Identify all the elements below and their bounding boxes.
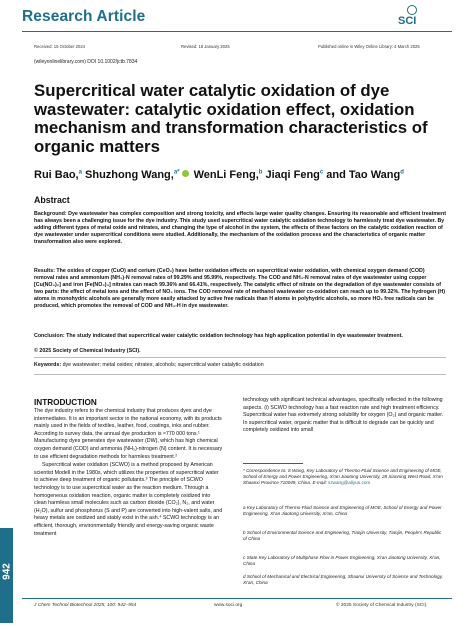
article-title: Supercritical water catalytic oxidation of dye wastewater: catalytic oxidation effect, oxidation mechanism and transformation characteristics of organic matters [34,81,428,156]
label: Conclusion: [34,333,65,339]
intro-right-column [243,397,446,435]
paragraph: The dye industry refers to the chemical industry that produces dyes and dye intermediates. It is an important sector in the national economy, with its products mainly used in the fields of textiles, leather, food, coatings, inks and rubber. According to survey data, the annual dye production is ≈770 000 tons.¹ Manufacturing dyes generates dye wastewater (DW), which has high chemical oxygen demand (COD) and ammonia (NH₃)-nitrogen (N) content. It is necessary to use efficient degradation methods for harmless treatment.² [34,408,223,460]
page-number: 942 [1,563,13,580]
footer-copyright: © 2025 Society of Chemical Industry (SCI). [336,603,428,608]
label: Keywords: [34,362,62,368]
label: Background: [34,211,67,217]
received-date: Received: 15 October 2024 [34,44,85,49]
abstract-background [34,211,446,246]
logo-icon [407,5,417,15]
divider [34,357,446,358]
author-name[interactable]: Shuzhong Wang, [85,169,174,181]
affiliation-mark: b [258,169,263,176]
footnote-rule [243,463,303,464]
affiliation-mark: c [319,169,324,176]
intro-left-column [34,408,224,538]
abstract-conclusion [34,333,446,340]
abstract-heading: Abstract [34,195,70,205]
header-rule [22,31,452,32]
journal-citation [34,603,136,608]
text: c State Key Laboratory of Multiphase Flow in Power Engineering, Xi'an Jiaotong University, Xi'an, China [243,555,441,566]
logo-text: SCI [398,15,417,27]
author-name[interactable]: Rui Bao, [34,169,79,181]
author-name[interactable]: Jiaqi Feng [265,169,320,181]
text: * Correspondence to: S Wang, Key Laboratory of Thermo-Fluid Science and Engineering of MOE, School of Energy and Power Engineering, Xi'an Jiaotong University, 28 Xianning West Road, Xi'an Shaanxi Province 710049, China. E-mail: [243,468,443,485]
paragraph: technology with significant technical advantages, specifically reflected in the following aspects. (i) SCWO technology has a fast reaction rate and high treatment efficiency. Supercritical water has extremely strong solubility for oxygen (O₂) and organic matter. In supercritical water, organic matter that is difficult to degrade can be quickly and completely oxidized into small [243,397,444,434]
affiliation-a [243,505,446,517]
paragraph: Supercritical water oxidation (SCWO) is a method proposed by American scientist Modell in the 1980s, which utilizes the properties of supercritical water to achieve deep treatment of organic pollutants.³ The principle of SCWO technology is to use supercritical water as the reaction medium. Through a homogeneous oxidation reaction, organic matter is completely oxidized into clean harmless small molecules such as carbon dioxide (CO₂), N₂, and water (H₂O), sulfur and phosphorus (S and P) are converted into high-valent salts, and heavy metals are oxidized and stably exist in the ash.⁴ SCWO technology is an efficient, thorough, environmentally friendly and energy-saving organic waste treatment [34,462,223,537]
text: a Key Laboratory of Thermo-Fluid Science and Engineering of MOE, School of Energy and Power Engineering, Xi'an Jiaotong University, Xi'an, China [243,505,442,516]
published-date: Published online in Wiley Online Library: 4 March 2025 [318,44,420,49]
orcid-icon[interactable] [182,170,189,177]
sci-logo [398,6,450,28]
text: J Chem Technol Biotechnol 2025; 100: 942–954 [34,603,137,608]
divider [34,374,446,375]
text: The oxides of copper (CuO) and cerium (CeO₂) have better oxidation effects on supercritical water oxidation, with chemical oxygen demand (COD) removal rates and ammonium (NH₃)-N removal rates of 99.29% and 95.99%, respectively. The COD and NH₃-N removal rates of dye wastewater using copper [Cu(NO₃)₂] and iron [Fe(NO₃)₃] nitrates can reach 99.36% and 66.41%, respectively. The catalytic effect of nitrate on the degradation of dye wastewater consists of two parts: the effect of metal ions and the effect of NO₃ ions. The COD removal rate of methanol wastewater co-oxidation can reach up to 99.32%. The hydrogen (H) atoms in monohydric alcohols are generally more easily attacked by active free radicals than H atoms in polyhydric alcohols, so more HO₂ free radicals can be produced, which promotes the removal of COD and NH₃-H in dye wastewater. [34,268,445,310]
section-label: Research Article [22,8,146,25]
keywords [34,362,446,368]
abstract-copyright [34,348,446,355]
affiliation-d [243,574,446,586]
text: d School of Mechanical and Electrical Engineering, Shaanxi University of Science and Technology, Xi'an, China [243,574,443,585]
text: b School of Environmental Science and Engineering, Tianjin University, Tianjin, People's Republic of China [243,530,442,541]
author-name[interactable]: and Tao Wang [326,169,401,181]
keywords-text: dye wastewater; metal oxides; nitrates; alcohols; supercritical water catalytic oxidation [62,362,264,368]
affiliation-c [243,555,446,567]
email-link[interactable]: szwang@aliyun.com [328,480,371,485]
intro-heading: INTRODUCTION [34,398,97,407]
site-link[interactable]: www.soci.org [214,603,243,608]
affiliation-mark: a [78,169,82,176]
text: Dye wastewater has complex composition and strong toxicity, and effects large water quality changes. Ensuring its reasonable and efficient treatment has always been a challenging issue for the dye industry. This study used supercritical water catalytic oxidation technology to harmlessly treat dye wastewater. By adding different types of metal oxide and nitrates, and changing the type of alcohol in the system, the effects of these factors on the catalytic oxidation reaction of dye wastewater under supercritical conditions were studied. Additionally, the mechanism of the oxidation process and the characteristics of organic matter transformation also were explored. [34,211,447,246]
footer-rule [22,598,452,599]
affiliation-b [243,530,446,542]
author-name[interactable]: WenLi Feng, [193,169,259,181]
label: Results: [34,268,55,274]
affiliation-mark: d [400,169,404,176]
doi-link[interactable]: (wileyonlinelibrary.com) DOI 10.1002/jctb.7834 [34,59,138,65]
author-list [34,169,464,181]
abstract-results [34,268,446,311]
revised-date: Revised: 18 January 2025 [181,44,230,49]
text: The study indicated that supercritical water catalytic oxidation technology has high application potential in dye wastewater treatment. [66,333,403,339]
corresponding-footnote [243,468,446,486]
affiliation-mark: a* [173,169,180,176]
text: © 2025 Society of Chemical Industry (SCI). [34,348,141,354]
